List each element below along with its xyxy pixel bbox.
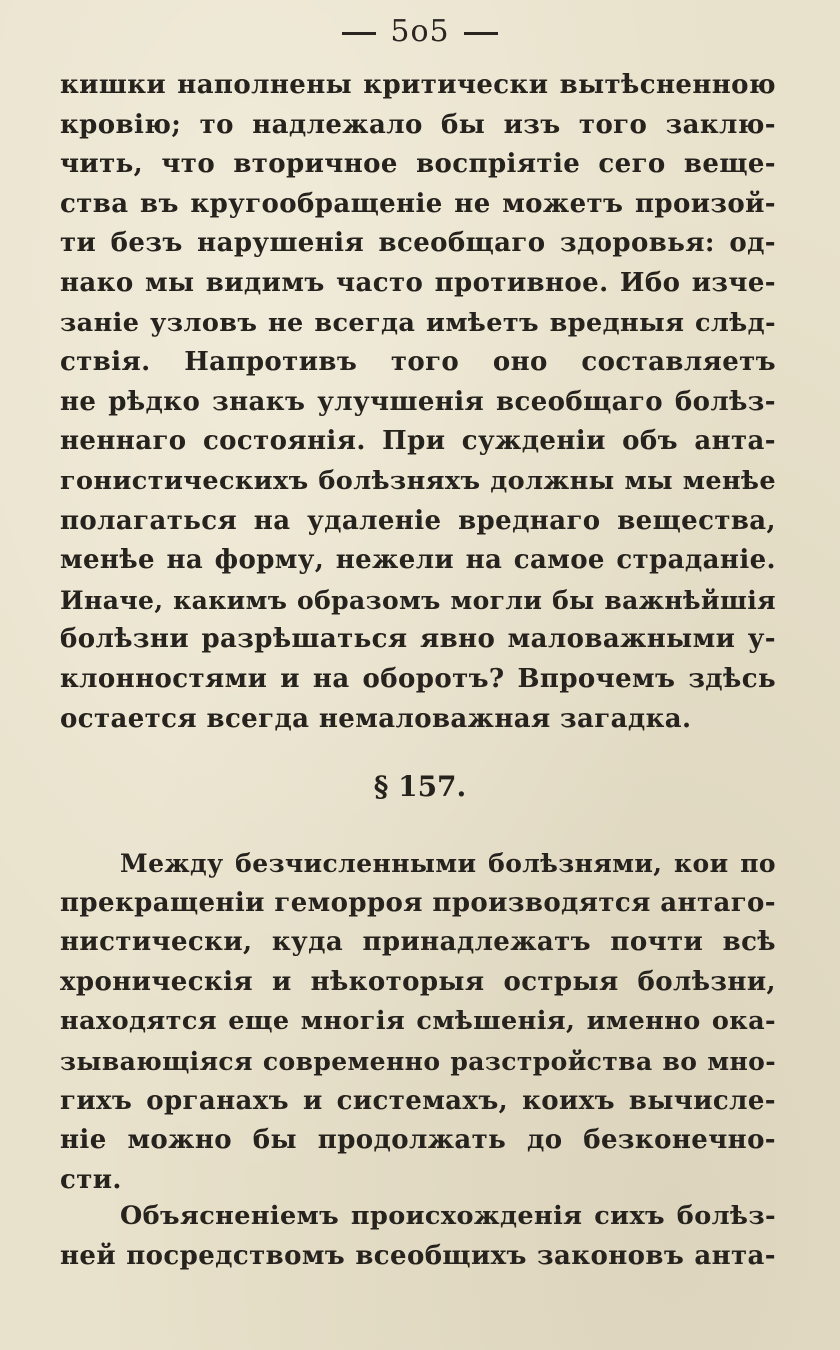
text-line: чить, что вторичное воспріятіе сего веще- xyxy=(60,149,776,180)
header-dash-right xyxy=(464,32,498,35)
text-line: нако мы видимъ часто противное. Ибо изче- xyxy=(60,267,776,298)
paragraph-2 xyxy=(60,844,776,1200)
text-line: кишки наполнены критически вытѣсненною xyxy=(60,70,776,100)
text-line: ства въ кругообращеніе не можетъ произой- xyxy=(60,188,776,219)
text-line: сти. xyxy=(60,1164,122,1195)
text-line: остается всегда немаловажная загадка. xyxy=(60,703,692,734)
text-line: находятся еще многія смѣшенія, именно ока- xyxy=(60,1006,776,1037)
page-number: 5o5 xyxy=(390,14,450,49)
paragraph-3 xyxy=(60,1197,776,1276)
header-dash-left xyxy=(342,32,376,35)
text-line: хроническія и нѣкоторыя острыя болѣзни, xyxy=(60,966,776,997)
text-line: гонистическихъ болѣзняхъ должны мы менѣе xyxy=(60,465,776,496)
text-line: ствія. Напротивъ того оно составляетъ xyxy=(60,347,776,378)
text-line: ніе можно бы продолжать до безконечно- xyxy=(60,1125,776,1156)
text-line: Между безчисленными болѣзнями, кои по xyxy=(120,849,776,878)
text-line: болѣзни разрѣшаться явно маловажными у- xyxy=(60,624,776,655)
text-line: нистически, куда принадлежатъ почти всѣ xyxy=(60,927,776,958)
text-line: неннаго состоянія. При сужденіи объ анта- xyxy=(60,426,776,457)
text-line: клонностями и на оборотъ? Впрочемъ здѣсь xyxy=(60,663,776,694)
text-line: Объясненіемъ происхожденія сихъ болѣз- xyxy=(120,1201,776,1231)
text-line: зывающіяся современно разстройства во мно- xyxy=(60,1046,776,1076)
text-line: ней посредствомъ всеобщихъ законовъ анта- xyxy=(60,1240,776,1271)
text-line: заніе узловъ не всегда имѣетъ вредныя слѣд- xyxy=(60,307,776,338)
page-header xyxy=(0,14,840,49)
text-line: гихъ органахъ и системахъ, коихъ вычисле- xyxy=(60,1085,776,1116)
text-line: кровію; то надлежало бы изъ того заклю- xyxy=(60,109,776,140)
text-line: не рѣдко знакъ улучшенія всеобщаго болѣз- xyxy=(60,386,776,417)
text-line: полагаться на удаленіе вреднаго вещества, xyxy=(60,505,776,536)
text-line: ти безъ нарушенія всеобщаго здоровья: од- xyxy=(60,228,776,259)
section-heading: § 157. xyxy=(373,770,467,803)
text-line: прекращеніи геморроя производятся антаго- xyxy=(60,887,776,918)
text-line: Иначе, какимъ образомъ могли бы важнѣйшія xyxy=(60,585,776,615)
paragraph-1 xyxy=(60,66,776,739)
text-line: менѣе на форму, нежели на самое страданіе. xyxy=(60,545,776,576)
